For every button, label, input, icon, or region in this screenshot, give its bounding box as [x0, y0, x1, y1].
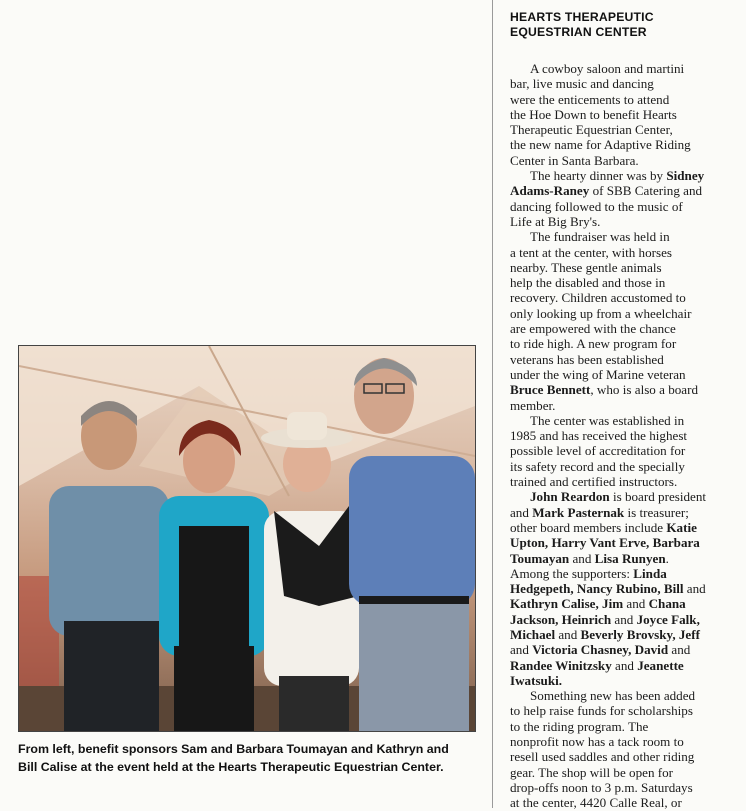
text-run: to the riding program. The — [510, 718, 649, 734]
article-line — [510, 321, 740, 336]
article-line — [510, 245, 740, 260]
article-line — [510, 505, 740, 520]
text-run: The hearty dinner was by — [530, 168, 667, 184]
text-run: trained and certified instructors. — [510, 474, 678, 490]
article-line — [510, 413, 740, 428]
text-run: the new name for Adaptive Riding — [510, 137, 691, 153]
text-run: its safety record and the specially — [510, 458, 685, 474]
article-line — [510, 489, 740, 504]
text-run: bar, live music and dancing — [510, 76, 654, 92]
article-line — [510, 535, 740, 550]
article-line — [510, 306, 740, 321]
bold-name-run: Hedgepeth, Nancy Rubino, Bill — [510, 581, 684, 597]
text-run: and — [623, 596, 649, 612]
bold-name-run: Lisa Runyen — [594, 550, 666, 566]
bold-name-run: Beverly Brovsky, Jeff — [580, 626, 700, 642]
text-run: resell used saddles and other riding — [510, 749, 695, 765]
text-run: under the wing of Marine veteran — [510, 366, 686, 382]
text-run: and — [510, 504, 533, 520]
photo-caption — [18, 740, 478, 776]
text-run: Among the supporters: — [510, 565, 634, 581]
photo-illustration — [19, 346, 475, 731]
text-run: nearby. These gentle animals — [510, 259, 662, 275]
text-run: only looking up from a wheelchair — [510, 305, 692, 321]
article-line — [510, 107, 740, 122]
text-run: . — [665, 550, 669, 566]
article-line — [510, 612, 740, 627]
bold-name-run: John Reardon — [530, 489, 610, 505]
article-line — [510, 183, 740, 198]
text-run: The center was established in — [530, 412, 685, 428]
text-run: are empowered with the chance — [510, 321, 676, 337]
article-line — [510, 76, 740, 91]
text-run: Center in Santa Barbara. — [510, 152, 639, 168]
article-line — [510, 199, 740, 214]
text-run: dancing followed to the music of — [510, 198, 683, 214]
text-run: A cowboy saloon and martini — [530, 61, 685, 76]
bold-name-run: Jackson, Heinrich — [510, 611, 612, 627]
bold-name-run: Linda — [633, 565, 667, 581]
text-run: help the disabled and those in — [510, 275, 666, 291]
article-line — [510, 153, 740, 168]
text-run: and — [668, 642, 691, 658]
text-run: Something new has been added — [530, 688, 696, 704]
bold-name-run: Mark Pasternak — [532, 504, 625, 520]
article-line — [510, 627, 740, 642]
bold-name-run: Chana — [648, 596, 686, 612]
article-line — [510, 352, 740, 367]
text-run: Life at Big Bry's. — [510, 213, 601, 229]
article-line — [510, 229, 740, 244]
text-run: member. — [510, 397, 556, 413]
headline-line: HEARTS THERAPEUTIC — [510, 10, 654, 24]
bold-name-run: Toumayan — [510, 550, 570, 566]
article-line — [510, 168, 740, 183]
bold-name-run: Jeanette — [637, 657, 684, 673]
text-run: of SBB Catering and — [589, 183, 703, 199]
article-line — [510, 703, 740, 718]
text-run: veterans has been established — [510, 351, 664, 367]
bold-name-run: Randee Winitzsky — [510, 657, 612, 673]
text-run: and — [555, 626, 581, 642]
article-line — [510, 749, 740, 764]
text-run: and — [569, 550, 595, 566]
bold-name-run: Sidney — [666, 168, 705, 184]
text-run: drop-offs noon to 3 p.m. Saturdays — [510, 779, 693, 795]
text-run: the Hoe Down to benefit Hearts — [510, 106, 677, 122]
article-headline — [510, 10, 740, 39]
article-line — [510, 581, 740, 596]
text-run: nonprofit now has a tack room to — [510, 734, 684, 750]
text-run: recovery. Children accustomed to — [510, 290, 686, 306]
article-line — [510, 398, 740, 413]
text-run: and — [611, 611, 637, 627]
text-run: were the enticements to attend — [510, 91, 670, 107]
article-line — [510, 290, 740, 305]
article-body — [510, 61, 740, 811]
bold-name-run: Joyce Falk, — [636, 611, 700, 627]
article-line — [510, 734, 740, 749]
bold-name-run: Adams-Raney — [510, 183, 590, 199]
article-line — [510, 122, 740, 137]
event-photo — [18, 345, 476, 732]
article-line — [510, 336, 740, 351]
bold-name-run: Katie — [666, 519, 697, 535]
article-line — [510, 566, 740, 581]
article-line — [510, 520, 740, 535]
article-line — [510, 137, 740, 152]
bold-name-run: Victoria Chasney, David — [532, 642, 669, 658]
article-line — [510, 551, 740, 566]
article-line — [510, 61, 740, 76]
article-line — [510, 596, 740, 611]
caption-line: From left, benefit sponsors Sam and Barbara Toumayan and Kathryn and — [18, 742, 449, 756]
text-run: is board president — [609, 489, 707, 505]
article-line — [510, 688, 740, 703]
article-line — [510, 92, 740, 107]
text-run: Therapeutic Equestrian Center, — [510, 122, 673, 138]
text-run: and — [683, 581, 706, 597]
bold-name-run: Iwatsuki. — [510, 672, 563, 688]
article-line — [510, 214, 740, 229]
text-run: , who is also a board — [590, 382, 699, 398]
article-line — [510, 382, 740, 397]
text-run: other board members include — [510, 519, 667, 535]
text-run: at the center, 4420 Calle Real, or — [510, 795, 682, 811]
article-line — [510, 367, 740, 382]
article-line — [510, 459, 740, 474]
text-run: to ride high. A new program for — [510, 336, 677, 352]
text-run: possible level of accreditation for — [510, 443, 686, 459]
text-run: gear. The shop will be open for — [510, 764, 674, 780]
article-line — [510, 474, 740, 489]
column-divider — [492, 0, 493, 808]
article-line — [510, 260, 740, 275]
text-run: 1985 and has received the highest — [510, 428, 688, 444]
bold-name-run: Bruce Bennett — [510, 382, 591, 398]
article-line — [510, 765, 740, 780]
bold-name-run: Upton, Harry Vant Erve, Barbara — [510, 535, 700, 551]
text-run: a tent at the center, with horses — [510, 244, 672, 260]
text-run: and — [510, 642, 533, 658]
article-line — [510, 719, 740, 734]
bold-name-run: Kathryn Calise, Jim — [510, 596, 624, 612]
bold-name-run: Michael — [510, 626, 556, 642]
headline-line: EQUESTRIAN CENTER — [510, 24, 647, 39]
article-line — [510, 780, 740, 795]
text-run: is treasurer; — [624, 504, 689, 520]
text-run: and — [611, 657, 638, 673]
text-run: The fundraiser was held in — [530, 229, 670, 245]
article-line — [510, 443, 740, 458]
article-line — [510, 642, 740, 657]
article-line — [510, 658, 740, 673]
caption-line: Bill Calise at the event held at the Hearts Therapeutic Equestrian Center. — [18, 760, 444, 774]
article-column — [510, 10, 740, 811]
article-line — [510, 795, 740, 810]
article-line — [510, 275, 740, 290]
article-line — [510, 673, 740, 688]
article-line — [510, 428, 740, 443]
text-run: to help raise funds for scholarships — [510, 703, 693, 719]
